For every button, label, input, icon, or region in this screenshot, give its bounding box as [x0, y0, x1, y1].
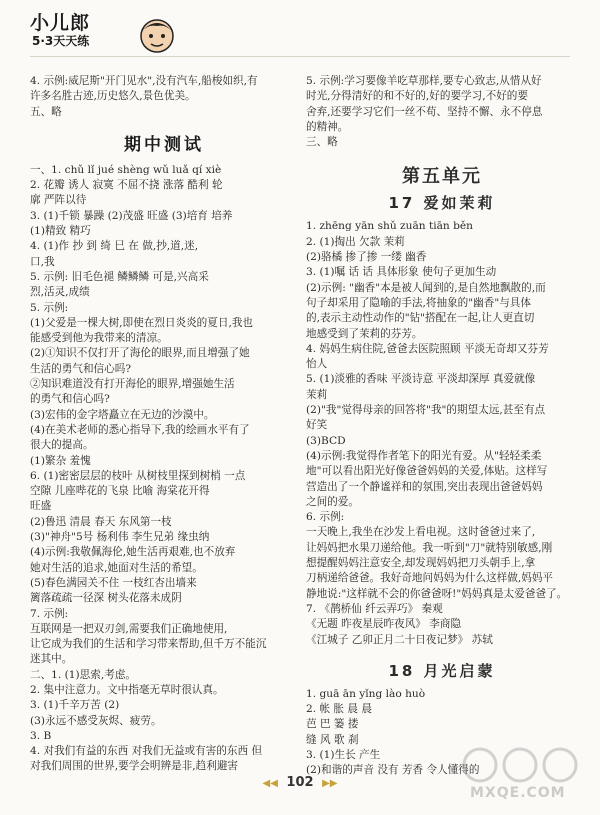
prev-arrows-icon: ◀◀	[262, 778, 278, 789]
lesson18-line: 2. 帐 胀 晨 晨	[306, 703, 372, 716]
watermark	[450, 745, 590, 805]
lesson17-line: 茉莉	[306, 388, 328, 401]
lesson17-line: 6. 示例:	[306, 511, 345, 524]
lesson-title-18: 18 月光启蒙	[388, 661, 496, 680]
lesson17-line: 让妈妈把水果刀递给他。我一听到"刀"就特别敏感,刚	[306, 541, 553, 554]
right-pre-line: 时光,分得清好的和不好的,好的要学习,不好的要	[306, 90, 528, 103]
left-answer-line: 很大的提高。	[30, 439, 94, 452]
left-answer-line: 3. B	[30, 729, 52, 742]
left-answer-line: 4. 对我们有益的东西 对我们无益或有害的东西 但	[30, 745, 263, 758]
left-answer-line: 一、1. chǔ lǐ jué shèng wǔ luǎ qí xiè	[30, 163, 222, 176]
brand-series: 5·3天天练	[32, 34, 90, 48]
left-answer-line: (3)"神舟"5号 杨利伟 李生兄弟 缘虫纳	[30, 531, 210, 544]
lesson17-line: 《江城子 乙卯正月二十日夜记梦》 苏轼	[306, 633, 493, 646]
lesson-title-17: 17 爱如茉莉	[388, 194, 496, 213]
left-answer-line: (1)精致 精巧	[30, 225, 91, 238]
right-pre-line: 5. 示例:学习要像羊吃草那样,要专心致志,从惜从好	[306, 75, 542, 87]
lesson17-line: (2)"我"觉得母亲的回答将"我"的期望太远,甚至有点	[306, 404, 546, 417]
left-answer-line: 5. 示例:	[30, 301, 69, 314]
lesson17-line: 句子却采用了隐喻的手法,将抽象的"幽香"与具体	[306, 296, 531, 309]
section-title: 期中测试	[124, 134, 204, 155]
left-answer-line: 让它成为我们的生活和学习带来帮助,但千万不能沉	[30, 638, 267, 651]
left-pre	[30, 74, 298, 120]
left-answer-line: 烈,活灵,成绩	[30, 286, 90, 299]
right-column	[306, 74, 578, 779]
left-pre-line: 许多名胜古迹,历史悠久,景色优美。	[30, 90, 196, 103]
brand-logo	[30, 8, 160, 52]
left-answer-line: 她对生活的追求,她面对生活的希望。	[30, 561, 203, 574]
left-answer-line: 对我们周围的世界,要学会明辨是非,趋利避害	[30, 760, 239, 773]
lesson18-line: 芭 巴 篓 搂	[306, 718, 359, 731]
lesson17-line: (2)示例: "幽香"本是被人闻到的,是自然地飘散的,而	[306, 281, 546, 294]
lesson17-line: 静地说:"这样就不会的你爸爸呀!"妈妈真是太爱爸爸了。	[306, 587, 568, 600]
right-pre-line: 的精神。	[306, 120, 349, 133]
left-answer-line: 2. 集中注意力。文中指毫无草时很认真。	[30, 683, 224, 696]
lesson17-answers	[306, 219, 578, 647]
next-arrows-icon: ▶▶	[322, 778, 338, 789]
left-answer-line: (5)春色满园关不住 一枝红杏出墙来	[30, 576, 197, 589]
left-answer-line: 4. (1)作 抄 到 绮 巳 在 做,抄,道,迷,	[30, 240, 199, 253]
left-answer-line: 互联网是一把双刃剑,需要我们正确地使用,	[30, 622, 228, 635]
left-answer-line: 的勇气和信心吗?	[30, 393, 110, 406]
page-header	[0, 0, 600, 58]
header-rule	[30, 56, 570, 57]
left-answer-line: 篱落疏疏一径深 树头花落未成阴	[30, 592, 182, 605]
lesson17-line: (4)示例:我觉得作者笔下的阳光有爱。从"轻轻柔柔	[306, 449, 542, 462]
lesson18-line: 3. (1)生长 产生	[306, 748, 381, 761]
left-answer-line: 二、1. (1)思索,考虑。	[30, 668, 137, 681]
left-answer-line: 6. (1)密密层层的枝叶 从树枝里探到树梢 一点	[30, 469, 246, 482]
watermark-text: MXQE.COM	[470, 785, 566, 801]
lesson18-line: 缝 风 歌 刹	[306, 733, 359, 746]
lesson17-line: 好笑	[306, 419, 328, 432]
lesson18-line: (2)和谐的声音 没有 芳香 令人懂得的	[306, 764, 480, 777]
left-answers	[30, 163, 298, 775]
lesson18-line: 1. guā ān yǐng lào huò	[306, 687, 426, 700]
left-column	[30, 74, 298, 775]
lesson17-line: 2. (1)掏出 欠款 茉莉	[306, 235, 405, 248]
left-answer-line: 口,我	[30, 255, 55, 268]
lesson17-line: 4. 妈妈生病住院,爸爸去医院照顾 平淡无奇却又芬芳	[306, 342, 549, 355]
lesson17-line: 地"可以看出阳光好像爸爸妈妈的关爱,体贴。这样写	[306, 465, 548, 478]
left-answer-line: (4)在美术老师的悉心指导下,我的绘画水平有了	[30, 423, 250, 436]
brand-name: 小儿郎	[30, 12, 91, 34]
lesson17-line: 之间的爱。	[306, 495, 359, 508]
left-answer-line: 2. 花瓣 诱人 寂寞 不屈不挠 涨落 酷利 轮	[30, 179, 223, 192]
right-pre-line: 舍弃,还要学习它们一丝不苟、坚持不懈、永不停息	[306, 105, 543, 118]
left-pre-line: 五、略	[30, 105, 62, 118]
lesson17-line: 营造出了一个静谧祥和的氛围,突出表现出爸爸妈妈	[306, 480, 543, 493]
lesson17-line: 地感受到了茉莉的芬芳。	[306, 327, 423, 340]
left-answer-line: 7. 示例:	[30, 607, 69, 620]
left-answer-line: (1)繁杂 羞愧	[30, 454, 91, 467]
left-answer-line: (3)永远不感受灰烬、疲劳。	[30, 714, 162, 727]
watermark-logo-icon	[450, 745, 590, 785]
left-answer-line: ②知识难道没有打开海伦的眼界,增强她生活	[30, 378, 235, 391]
right-pre-line: 三、略	[306, 136, 338, 149]
lesson17-line: 的,表示主动性动作的"钻"搭配在一起,让人更直切	[306, 312, 535, 325]
unit-title: 第五单元	[402, 166, 482, 188]
left-answer-line: 能感受到他为我带来的清凉。	[30, 332, 168, 345]
left-answer-line: 3. (1)千锁 暴躁 (2)茂盛 旺盛 (3)培育 培养	[30, 209, 233, 222]
left-answer-line: 5. 示例: 旧毛色褪 鳞鳞鳞 可是,兴高采	[30, 270, 209, 283]
lesson17-line: 一天晚上,我坐在沙发上看电视。这时爸爸过来了,	[306, 526, 536, 539]
lesson17-line: 《无题 昨夜星辰昨夜风》 李商隐	[306, 618, 462, 631]
left-answer-line: (4)示例:我敬佩海伦,她生活再艰难,也不放弃	[30, 546, 236, 559]
lesson17-line: 刀柄递给爸爸。我好奇地问妈妈为什么这样做,妈妈平	[306, 572, 554, 585]
left-answer-line: (2)①知识不仅打开了海伦的眼界,而且增强了她	[30, 347, 250, 360]
left-answer-line: 空隙 儿座哔花的飞泉 比喻 海棠花开得	[30, 485, 210, 498]
left-answer-line: (1)父爱是一棵大树,即使在烈日炎炎的夏日,我也	[30, 316, 254, 329]
lesson17-line: (2)骆橘 掺了掺 一缕 幽香	[306, 251, 427, 264]
left-answer-line: (2)鲁迅 清晨 春天 东风第一枝	[30, 515, 172, 528]
lesson17-line: 怡人	[306, 358, 328, 371]
left-answer-line: 生活的勇气和信心吗?	[30, 362, 132, 375]
lesson17-line: (3)BCD	[306, 434, 346, 447]
lesson17-line: 想提醒妈妈注意安全,却发现妈妈把刀头朝手上,拿	[306, 557, 536, 570]
lesson17-line: 1. zhēng yān shǔ zuān tiān běn	[306, 220, 473, 233]
lesson17-line: 3. (1)嘱 话 话 具体形象 使句子更加生动	[306, 266, 497, 279]
right-pre	[306, 74, 578, 150]
left-pre-line: 4. 示例:威尼斯"开门见水",没有汽车,船梭如织,有	[30, 75, 258, 87]
lesson17-line: 7. 《鹊桥仙 纤云弄巧》 秦观	[306, 602, 443, 615]
page-number: 102	[286, 775, 314, 790]
mascot-icon	[136, 14, 178, 58]
left-answer-line: 廓 严阵以待	[30, 194, 87, 207]
lesson17-line: 5. (1)淡雅的香味 平淡诗意 平淡却深厚 真爱就像	[306, 373, 536, 386]
left-answer-line: 3. (1)千辛万苦 (2)	[30, 699, 120, 712]
left-answer-line: (3)宏伟的金字塔矗立在无边的沙漠中。	[30, 408, 215, 421]
left-answer-line: 旺盛	[30, 500, 52, 513]
left-answer-line: 迷其中。	[30, 653, 73, 666]
